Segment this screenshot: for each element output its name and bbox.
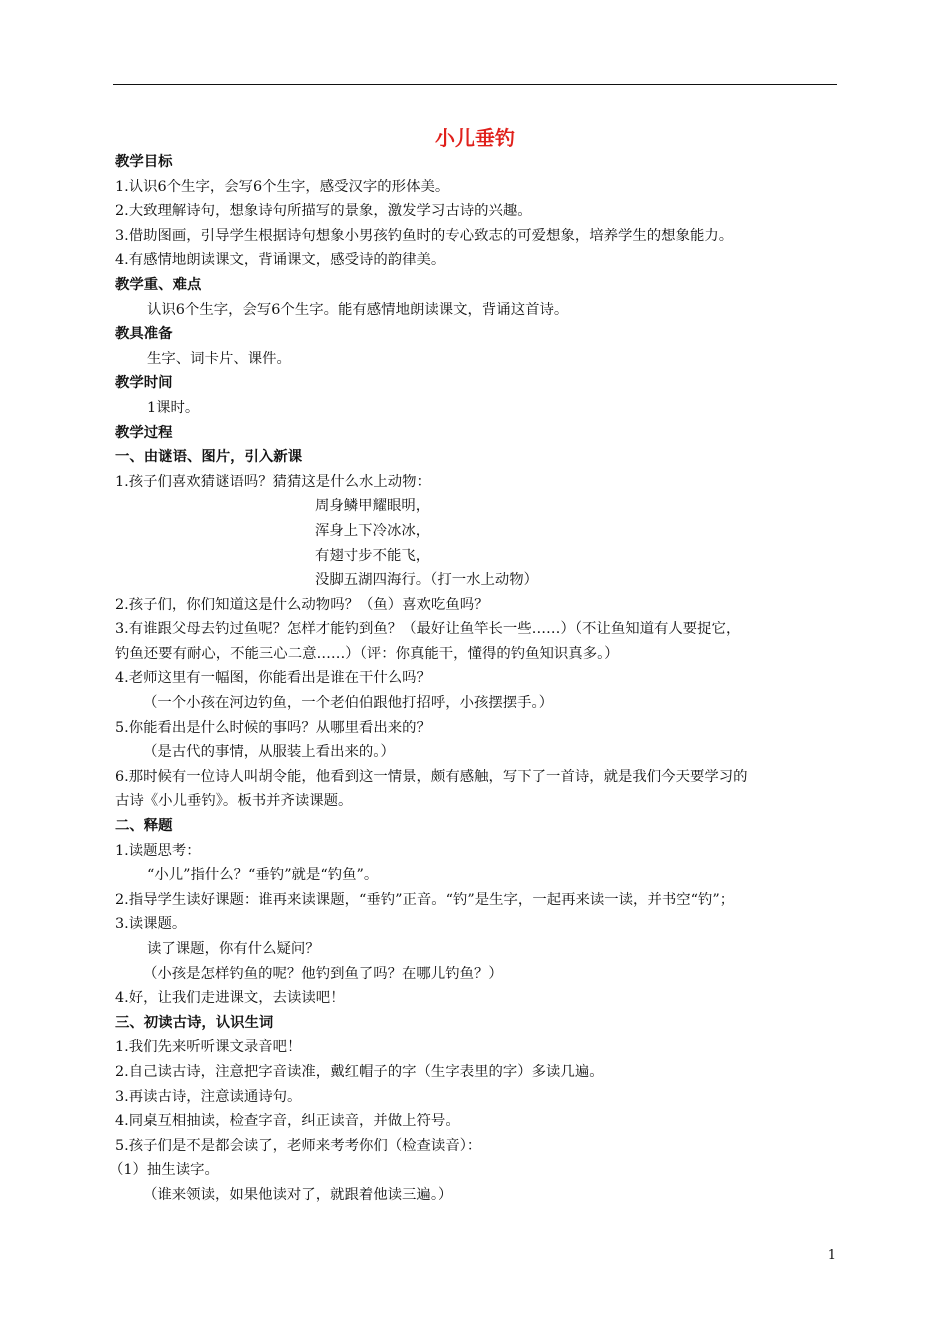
heading-time: 教学时间 [115, 375, 173, 392]
step-2-2: 2.指导学生读好课题：谁再来读课题，“垂钓”正音。“钓”是生字，一起再来读一读，并书空“钓”； [115, 891, 735, 908]
step-2-1-text: “小儿”指什么？“垂钓”就是“钓鱼”。 [147, 867, 379, 884]
goal-2: 2.大致理解诗句，想象诗句所描写的景象，激发学习古诗的兴趣。 [115, 203, 532, 220]
goal-1: 1.认识6个生字，会写6个生字，感受汉字的形体美。 [115, 178, 450, 195]
goal-3: 3.借助图画，引导学生根据诗句想象小男孩钓鱼时的专心致志的可爱想象，培养学生的想象能力。 [115, 227, 734, 244]
materials-text: 生字、词卡片、课件。 [147, 350, 291, 367]
riddle-line-4: 没脚五湖四海行。（打一水上动物） [315, 572, 539, 589]
section-1-heading: 一、由谜语、图片，引入新课 [115, 449, 303, 466]
section-2-heading: 二、释题 [115, 818, 173, 835]
riddle-line-2: 浑身上下冷冰冰， [315, 522, 431, 539]
step-1-5-answer: （是古代的事情，从服装上看出来的。） [143, 744, 395, 761]
step-2-3: 3.读课题。 [115, 916, 187, 933]
lesson-body [109, 150, 843, 1208]
step-1-3a: 3.有谁跟父母去钓过鱼呢？怎样才能钓到鱼？（最好让鱼竿长一些……）（不让鱼知道有人要捉它， [115, 621, 741, 638]
step-3-3: 3.再读古诗，注意读通诗句。 [115, 1088, 302, 1105]
key-points-text: 认识6个生字，会写6个生字。能有感情地朗读课文，背诵这首诗。 [147, 301, 569, 318]
step-3-1: 1.我们先来听听课文录音吧！ [115, 1039, 302, 1056]
step-2-3-text-1: 读了课题，你有什么疑问？ [147, 941, 320, 957]
heading-key-points: 教学重、难点 [115, 276, 202, 293]
heading-materials: 教具准备 [115, 326, 173, 343]
step-3-4: 4.同桌互相抽读，检查字音，纠正读音，并做上符号。 [115, 1113, 460, 1130]
step-1-3b: 钓鱼还要有耐心，不能三心二意……）（评：你真能干，懂得的钓鱼知识真多。） [115, 645, 619, 662]
step-3-5-sub-1: （1）抽生读字。 [109, 1162, 219, 1179]
header-rule [113, 84, 837, 85]
step-1-6b: 古诗《小儿垂钓》。板书并齐读课题。 [115, 793, 353, 810]
riddle-line-3: 有翅寸步不能飞， [315, 547, 431, 564]
section-3-heading: 三、初读古诗，认识生词 [115, 1014, 274, 1031]
step-2-4: 4.好，让我们走进课文，去读读吧！ [115, 990, 345, 1007]
step-1-6a: 6.那时候有一位诗人叫胡令能，他看到这一情景，颇有感触，写下了一首诗，就是我们今天要学习的 [115, 768, 748, 785]
step-1-4-answer: （一个小孩在河边钓鱼，一个老伯伯跟他打招呼，小孩摆摆手。） [143, 695, 554, 712]
step-1-5: 5.你能看出是什么时候的事吗？从哪里看出来的？ [115, 719, 431, 736]
step-2-1: 1.读题思考： [115, 842, 201, 859]
step-1-2: 2.孩子们，你们知道这是什么动物吗？（鱼）喜欢吃鱼吗？ [115, 596, 489, 613]
riddle-line-1: 周身鳞甲耀眼明， [315, 498, 431, 515]
step-3-5-sub-1-note: （谁来领读，如果他读对了，就跟着他读三遍。） [143, 1186, 453, 1203]
page-title: 小儿垂钓 [435, 126, 515, 150]
time-text: 1课时。 [147, 399, 200, 416]
step-3-5: 5.孩子们是不是都会读了，老师来考考你们（检查读音）： [115, 1137, 482, 1154]
page-number: 1 [827, 1248, 836, 1263]
goal-4: 4.有感情地朗读课文，背诵课文，感受诗的韵律美。 [115, 252, 446, 269]
heading-goals: 教学目标 [115, 154, 173, 170]
step-2-3-text-2: （小孩是怎样钓鱼的呢？他钓到鱼了吗？在哪儿钓鱼？） [143, 965, 503, 982]
heading-process: 教学过程 [115, 424, 173, 441]
step-3-2: 2.自己读古诗，注意把字音读准，戴红帽子的字（生字表里的字）多读几遍。 [115, 1063, 604, 1080]
step-1-4: 4.老师这里有一幅图，你能看出是谁在干什么吗？ [115, 670, 431, 687]
step-1-1: 1.孩子们喜欢猜谜语吗？猜猜这是什么水上动物： [115, 473, 431, 490]
